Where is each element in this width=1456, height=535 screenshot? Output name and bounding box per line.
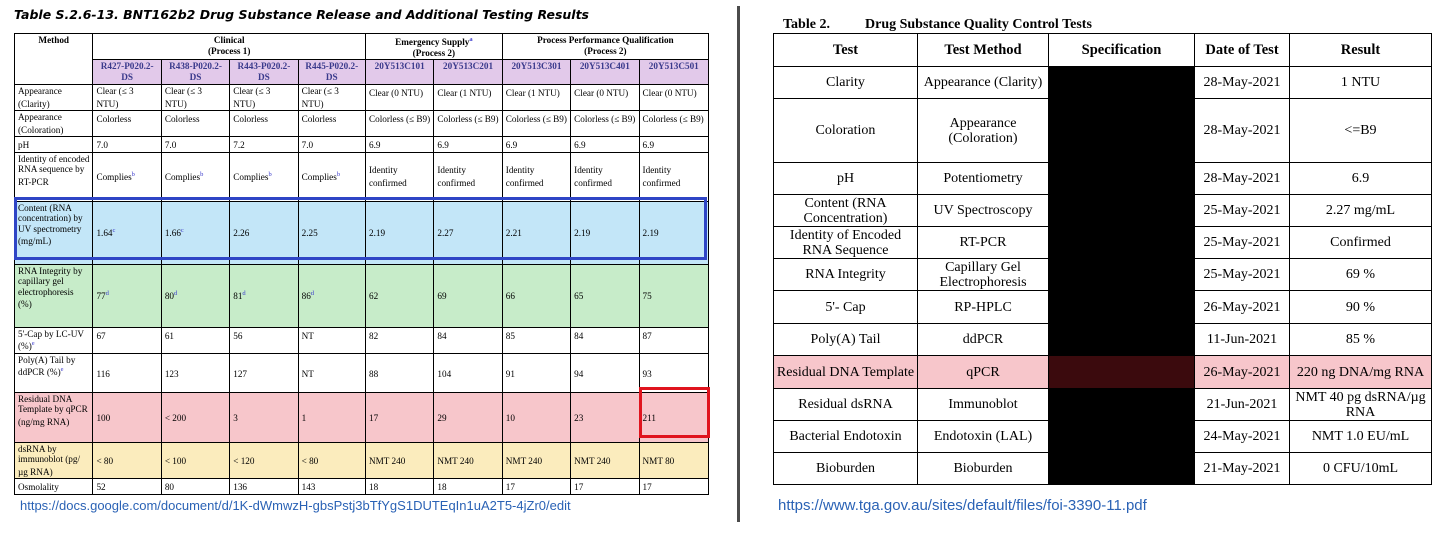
result-cell: 52 <box>93 479 161 495</box>
redacted-specification-cell <box>1049 453 1195 485</box>
result-cell: 85 <box>502 327 570 353</box>
row-method-label: RNA Integrity by capillary gel electrophoresis (%) <box>15 264 93 327</box>
table-row <box>15 392 709 442</box>
method-header: Method <box>15 34 93 85</box>
result-cell: 7.2 <box>230 137 298 153</box>
table-row <box>15 442 709 479</box>
redacted-specification-cell <box>1049 421 1195 453</box>
test-method-cell: qPCR <box>918 356 1049 389</box>
result-cell: NMT 80 <box>639 442 708 479</box>
redacted-specification-cell <box>1049 99 1195 163</box>
result-cell: Clear (0 NTU) <box>639 85 708 111</box>
date-cell: 25-May-2021 <box>1195 227 1290 259</box>
result-cell: 10 <box>502 392 570 442</box>
lot-header: 20Y513C401 <box>571 60 639 85</box>
date-cell: 26-May-2021 <box>1195 356 1290 389</box>
result-cell: 75 <box>639 264 708 327</box>
result-cell: 29 <box>434 392 502 442</box>
test-method-cell: Appearance (Clarity) <box>918 67 1049 99</box>
result-cell: Clear (≤ 3 NTU) <box>298 85 365 111</box>
group-header-clinical: Clinical (Process 1) <box>93 34 366 60</box>
result-cell: 6.9 <box>434 137 502 153</box>
row-method-label: Appearance (Coloration) <box>15 111 93 137</box>
lot-header: 20Y513C101 <box>365 60 433 85</box>
test-method-cell: RP-HPLC <box>918 291 1049 324</box>
row-method-label: Appearance (Clarity) <box>15 85 93 111</box>
result-cell: 2.19 <box>639 201 708 264</box>
result-cell: 6.9 <box>1290 163 1432 195</box>
result-cell: 2.27 mg/mL <box>1290 195 1432 227</box>
result-cell: Clear (0 NTU) <box>365 85 433 111</box>
right-table-title: Table 2. Drug Substance Quality Control Tests <box>783 17 1092 32</box>
result-cell: 86$^d$ <box>298 264 365 327</box>
result-cell: 0 CFU/10mL <box>1290 453 1432 485</box>
test-method-cell: UV Spectroscopy <box>918 195 1049 227</box>
test-cell: Poly(A) Tail <box>774 324 918 356</box>
result-cell: 17 <box>571 479 639 495</box>
result-cell: 211 <box>639 392 708 442</box>
result-cell: 94 <box>571 353 639 392</box>
result-cell: Clear (≤ 3 NTU) <box>93 85 161 111</box>
date-cell: 28-May-2021 <box>1195 163 1290 195</box>
test-cell: Clarity <box>774 67 918 99</box>
table-row <box>15 264 709 327</box>
table-row <box>774 259 1432 291</box>
result-cell: 81$^d$ <box>230 264 298 327</box>
test-cell: Bacterial Endotoxin <box>774 421 918 453</box>
test-cell: Residual DNA Template <box>774 356 918 389</box>
test-method-cell: Bioburden <box>918 453 1049 485</box>
result-cell: < 100 <box>161 442 229 479</box>
result-cell: 6.9 <box>571 137 639 153</box>
test-method-cell: Potentiometry <box>918 163 1049 195</box>
row-method-label: 5'-Cap by LC-UV (%)$^e$ <box>15 327 93 353</box>
result-cell: 104 <box>434 353 502 392</box>
release-testing-table <box>14 33 709 495</box>
result-cell: 62 <box>365 264 433 327</box>
lot-header: R443-P020.2-DS <box>230 60 298 85</box>
date-cell: 25-May-2021 <box>1195 195 1290 227</box>
result-cell: NT <box>298 327 365 353</box>
result-cell: < 120 <box>230 442 298 479</box>
result-cell: 93 <box>639 353 708 392</box>
test-cell: Content (RNA Concentration) <box>774 195 918 227</box>
result-cell: 88 <box>365 353 433 392</box>
left-table-title: Table S.2.6-13. BNT162b2 Drug Substance Release and Additional Testing Results <box>14 7 589 22</box>
table-row <box>774 195 1432 227</box>
test-cell: Coloration <box>774 99 918 163</box>
panel-divider <box>737 6 740 522</box>
result-cell: 23 <box>571 392 639 442</box>
redacted-specification-cell <box>1049 227 1195 259</box>
quality-control-table <box>773 33 1432 485</box>
table-row <box>15 85 709 111</box>
test-method-cell: RT-PCR <box>918 227 1049 259</box>
test-method-cell: ddPCR <box>918 324 1049 356</box>
test-cell: 5'- Cap <box>774 291 918 324</box>
result-cell: 100 <box>93 392 161 442</box>
result-cell: 7.0 <box>161 137 229 153</box>
result-cell: 1.66$^c$ <box>161 201 229 264</box>
result-cell: 65 <box>571 264 639 327</box>
result-cell: Complies$^b$ <box>230 152 298 201</box>
result-cell: 85 % <box>1290 324 1432 356</box>
result-cell: 6.9 <box>639 137 708 153</box>
table-row <box>774 99 1432 163</box>
result-cell: 17 <box>502 479 570 495</box>
test-method-cell: Capillary Gel Electrophoresis <box>918 259 1049 291</box>
result-cell: 2.21 <box>502 201 570 264</box>
result-cell: NMT 240 <box>502 442 570 479</box>
result-cell: Colorless (≤ B9) <box>434 111 502 137</box>
lot-header: 20Y513C201 <box>434 60 502 85</box>
table-row <box>774 453 1432 485</box>
source-link-google-doc[interactable]: https://docs.google.com/document/d/1K-dWmwzH-gbsPstj3bTfYgS1DUTEqIn1uA2T5-4jZr0/edit <box>20 498 571 513</box>
row-method-label: dsRNA by immunoblot (pg/µg RNA) <box>15 442 93 479</box>
result-cell: Colorless <box>230 111 298 137</box>
result-cell: Identity confirmed <box>639 152 708 201</box>
result-cell: 2.26 <box>230 201 298 264</box>
table-row <box>774 227 1432 259</box>
redacted-specification-cell <box>1049 195 1195 227</box>
result-cell: NMT 240 <box>571 442 639 479</box>
row-method-label: Residual DNA Template by qPCR (ng/mg RNA) <box>15 392 93 442</box>
result-cell: Identity confirmed <box>365 152 433 201</box>
table-row <box>15 137 709 153</box>
result-cell: Colorless <box>161 111 229 137</box>
result-cell: Colorless (≤ B9) <box>639 111 708 137</box>
test-cell: RNA Integrity <box>774 259 918 291</box>
result-cell: 3 <box>230 392 298 442</box>
result-cell: Identity confirmed <box>502 152 570 201</box>
col-header-specification: Specification <box>1049 34 1195 67</box>
result-cell: Clear (≤ 3 NTU) <box>161 85 229 111</box>
redacted-specification-cell <box>1049 324 1195 356</box>
table-row <box>15 327 709 353</box>
table-row <box>774 67 1432 99</box>
result-cell: Colorless <box>93 111 161 137</box>
redacted-specification-cell <box>1049 67 1195 99</box>
table-row <box>774 163 1432 195</box>
redacted-specification-cell <box>1049 291 1195 324</box>
date-cell: 28-May-2021 <box>1195 67 1290 99</box>
result-cell: 87 <box>639 327 708 353</box>
result-cell: 56 <box>230 327 298 353</box>
date-cell: 28-May-2021 <box>1195 99 1290 163</box>
test-cell: pH <box>774 163 918 195</box>
result-cell: 91 <box>502 353 570 392</box>
result-cell: < 80 <box>93 442 161 479</box>
result-cell: 1 NTU <box>1290 67 1432 99</box>
result-cell: 17 <box>365 392 433 442</box>
lot-header: R445-P020.2-DS <box>298 60 365 85</box>
result-cell: 67 <box>93 327 161 353</box>
result-cell: 61 <box>161 327 229 353</box>
result-cell: NT <box>298 353 365 392</box>
result-cell: 220 ng DNA/mg RNA <box>1290 356 1432 389</box>
table-row <box>774 324 1432 356</box>
result-cell: Complies$^b$ <box>93 152 161 201</box>
result-cell: 6.9 <box>502 137 570 153</box>
test-method-cell: Appearance (Coloration) <box>918 99 1049 163</box>
date-cell: 21-Jun-2021 <box>1195 389 1290 421</box>
result-cell: 18 <box>434 479 502 495</box>
result-cell: 84 <box>571 327 639 353</box>
date-cell: 21-May-2021 <box>1195 453 1290 485</box>
date-cell: 26-May-2021 <box>1195 291 1290 324</box>
row-method-label: Poly(A) Tail by ddPCR (%)$^e$ <box>15 353 93 392</box>
result-cell: Clear (1 NTU) <box>502 85 570 111</box>
result-cell: 1 <box>298 392 365 442</box>
date-cell: 25-May-2021 <box>1195 259 1290 291</box>
date-cell: 11-Jun-2021 <box>1195 324 1290 356</box>
result-cell: 69 % <box>1290 259 1432 291</box>
result-cell: NMT 240 <box>365 442 433 479</box>
result-cell: 143 <box>298 479 365 495</box>
result-cell: Clear (0 NTU) <box>571 85 639 111</box>
test-cell: Bioburden <box>774 453 918 485</box>
row-method-label: pH <box>15 137 93 153</box>
result-cell: NMT 240 <box>434 442 502 479</box>
result-cell: 2.25 <box>298 201 365 264</box>
date-cell: 24-May-2021 <box>1195 421 1290 453</box>
test-method-cell: Endotoxin (LAL) <box>918 421 1049 453</box>
result-cell: 84 <box>434 327 502 353</box>
test-cell: Residual dsRNA <box>774 389 918 421</box>
table-row <box>15 201 709 264</box>
table-row <box>15 479 709 495</box>
result-cell: Clear (1 NTU) <box>434 85 502 111</box>
redacted-specification-cell <box>1049 389 1195 421</box>
result-cell: Colorless (≤ B9) <box>571 111 639 137</box>
result-cell: Identity confirmed <box>434 152 502 201</box>
result-cell: 136 <box>230 479 298 495</box>
table-row <box>15 152 709 201</box>
result-cell: < 200 <box>161 392 229 442</box>
result-cell: Colorless (≤ B9) <box>365 111 433 137</box>
result-cell: 6.9 <box>365 137 433 153</box>
table-row <box>774 291 1432 324</box>
result-cell: 2.19 <box>571 201 639 264</box>
redacted-specification-cell <box>1049 356 1195 389</box>
table-row <box>774 421 1432 453</box>
result-cell: Confirmed <box>1290 227 1432 259</box>
result-cell: 2.19 <box>365 201 433 264</box>
result-cell: 1.64$^c$ <box>93 201 161 264</box>
redacted-specification-cell <box>1049 259 1195 291</box>
row-method-label: Osmolality <box>15 479 93 495</box>
group-header-ppq: Process Performance Qualification (Process 2) <box>502 34 708 60</box>
result-cell: < 80 <box>298 442 365 479</box>
result-cell: <=B9 <box>1290 99 1432 163</box>
lot-header: R438-P020.2-DS <box>161 60 229 85</box>
result-cell: 17 <box>639 479 708 495</box>
group-header-emergency: Emergency Supply$^a$ (Process 2) <box>365 34 502 60</box>
result-cell: 66 <box>502 264 570 327</box>
table-row <box>15 111 709 137</box>
result-cell: 127 <box>230 353 298 392</box>
test-cell: Identity of Encoded RNA Sequence <box>774 227 918 259</box>
col-header-result: Result <box>1290 34 1432 67</box>
result-cell: 82 <box>365 327 433 353</box>
row-method-label: Identity of encoded RNA sequence by RT-PCR <box>15 152 93 201</box>
result-cell: 2.27 <box>434 201 502 264</box>
result-cell: 7.0 <box>93 137 161 153</box>
result-cell: 18 <box>365 479 433 495</box>
result-cell: 80 <box>161 479 229 495</box>
right-panel <box>772 0 1436 535</box>
result-cell: 90 % <box>1290 291 1432 324</box>
result-cell: 77$^d$ <box>93 264 161 327</box>
test-method-cell: Immunoblot <box>918 389 1049 421</box>
result-cell: Colorless <box>298 111 365 137</box>
result-cell: Complies$^b$ <box>298 152 365 201</box>
result-cell: 80$^d$ <box>161 264 229 327</box>
result-cell: 7.0 <box>298 137 365 153</box>
table-row <box>774 356 1432 389</box>
lot-header: R427-P020.2-DS <box>93 60 161 85</box>
table-row <box>774 389 1432 421</box>
result-cell: 69 <box>434 264 502 327</box>
redacted-specification-cell <box>1049 163 1195 195</box>
result-cell: NMT 40 pg dsRNA/µg RNA <box>1290 389 1432 421</box>
result-cell: 123 <box>161 353 229 392</box>
lot-header: 20Y513C301 <box>502 60 570 85</box>
table-row <box>15 353 709 392</box>
col-header-test: Test <box>774 34 918 67</box>
col-header-date: Date of Test <box>1195 34 1290 67</box>
source-link-tga-pdf[interactable]: https://www.tga.gov.au/sites/default/files/foi-3390-11.pdf <box>778 497 1147 514</box>
result-cell: Colorless (≤ B9) <box>502 111 570 137</box>
lot-header: 20Y513C501 <box>639 60 708 85</box>
result-cell: Clear (≤ 3 NTU) <box>230 85 298 111</box>
result-cell: Identity confirmed <box>571 152 639 201</box>
row-method-label: Content (RNA concentration) by UV spectrometry (mg/mL) <box>15 201 93 264</box>
result-cell: Complies$^b$ <box>161 152 229 201</box>
result-cell: NMT 1.0 EU/mL <box>1290 421 1432 453</box>
result-cell: 116 <box>93 353 161 392</box>
col-header-test-method: Test Method <box>918 34 1049 67</box>
